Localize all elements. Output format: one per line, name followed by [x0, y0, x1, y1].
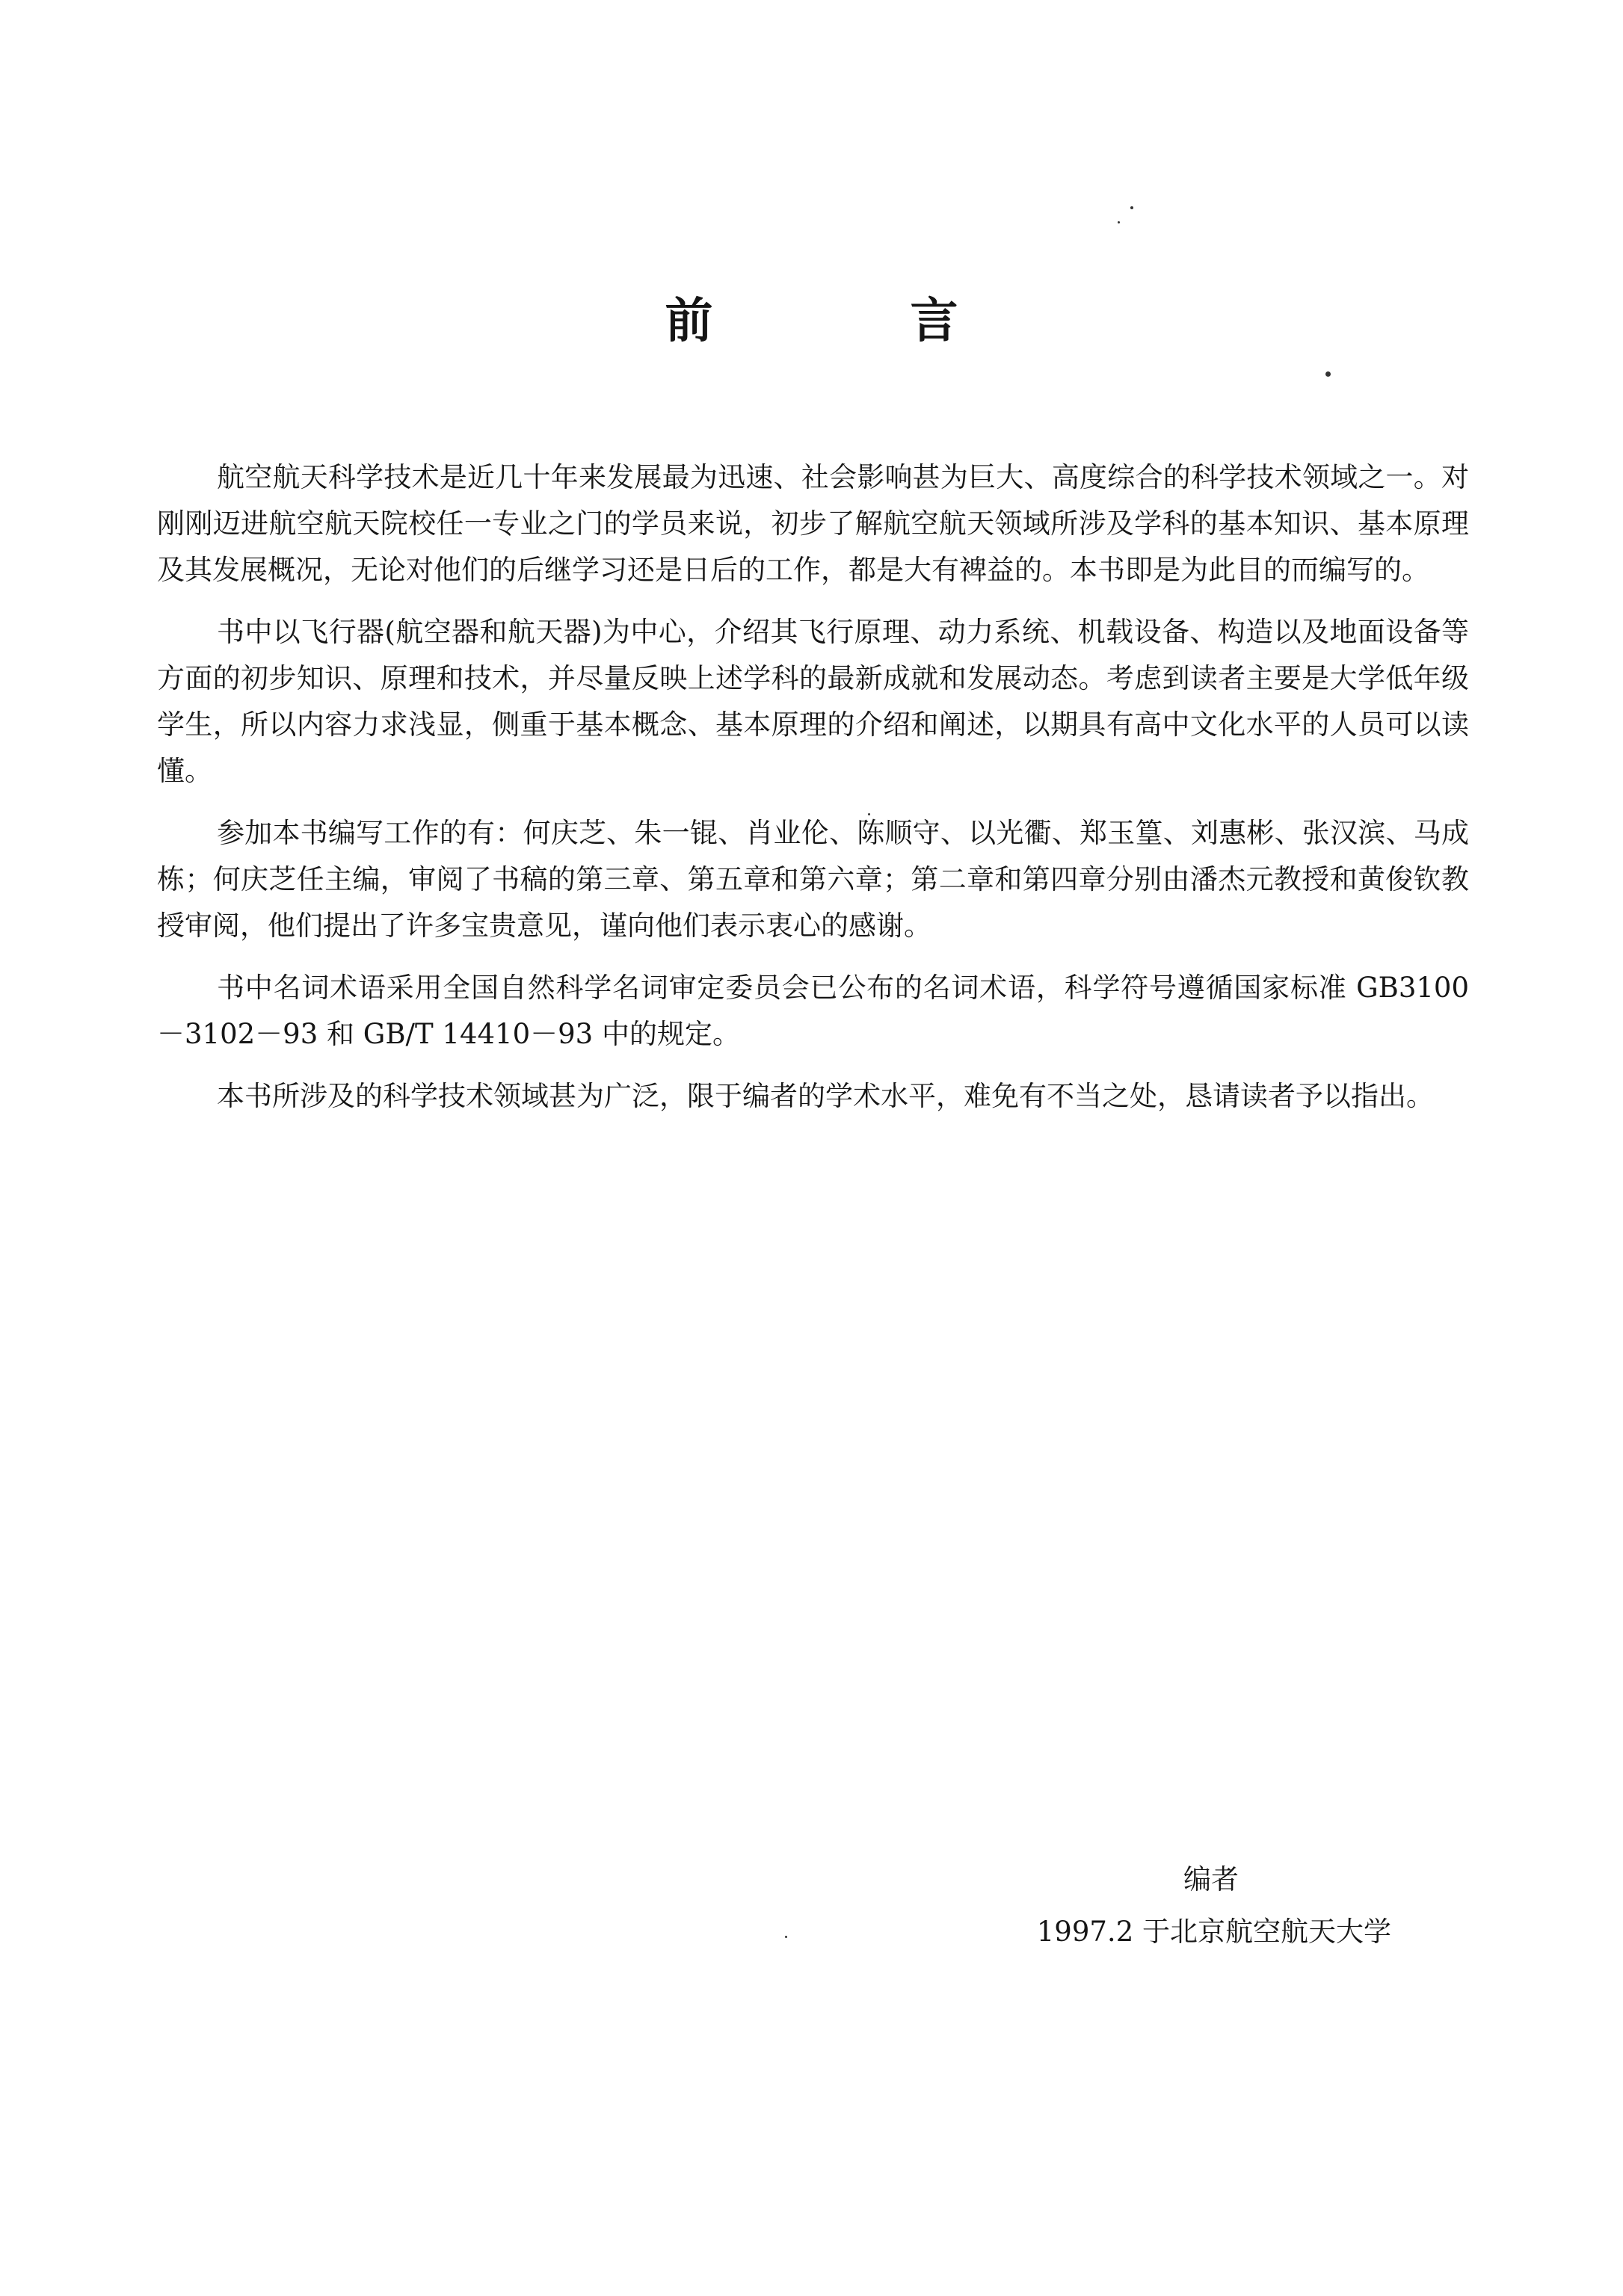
paragraph: 本书所涉及的科学技术领域甚为广泛，限于编者的学术水平，难免有不当之处，恳请读者予以指出。 [217, 1080, 1434, 1112]
paragraph: 航空航天科学技术是近几十年来发展最为迅速、社会影响甚为巨大、高度综合的科学技术领域之一。对刚刚迈进航空航天院校任一专业之门的学员来说，初步了解航空航天领域所涉及学科的基本知识、基本原理及其发展概况，无论对他们的后继学习还是日后的工作，都是大有裨益的。本书即是为此目的而编写的。 [157, 461, 1469, 586]
paragraph: 书中名词术语采用全国自然科学名词审定委员会已公布的名词术语，科学符号遵循国家标准 GB3100－3102－93 和 GB/T 14410－93 中的规定。 [157, 972, 1469, 1050]
scan-speck [1130, 206, 1133, 209]
scan-speck [1325, 371, 1331, 377]
signature-block [1037, 1854, 1391, 1958]
preface-body [157, 454, 1469, 1135]
paragraph: 参加本书编写工作的有：何庆芝、朱一锟、肖业伦、陈顺守、以光衢、郑玉篁、刘惠彬、张汉滨、马成栋；何庆芝任主编，审阅了书稿的第三章、第五章和第六章；第二章和第四章分别由潘杰元教授和黄俊钦教授审阅，他们提出了许多宝贵意见，谨向他们表示衷心的感谢。 [157, 817, 1469, 942]
scan-speck [1118, 221, 1120, 223]
page-title: 前 言 [665, 294, 1033, 349]
signature-date-place: 1997.2 于北京航空航天大学 [1036, 1916, 1391, 1948]
paragraph: 书中以飞行器(航空器和航天器)为中心，介绍其飞行原理、动力系统、机载设备、构造以及地面设备等方面的初步知识、原理和技术，并尽量反映上述学科的最新成就和发展动态。考虑到读者主要是大学低年级学生，所以内容力求浅显，侧重于基本概念、基本原理的介绍和阐述，以期具有高中文化水平的人员可以读懂。 [157, 616, 1469, 787]
scan-speck [785, 1936, 787, 1938]
signature-author: 编者 [1183, 1863, 1239, 1895]
